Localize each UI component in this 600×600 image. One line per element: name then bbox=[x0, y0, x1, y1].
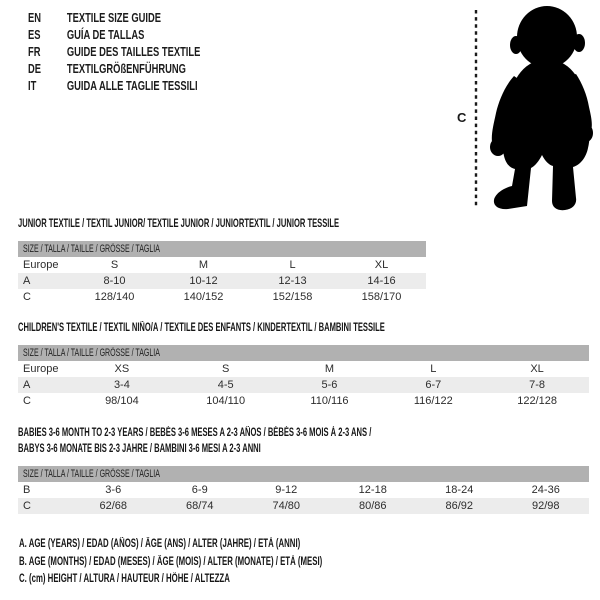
size-table bbox=[18, 466, 589, 514]
language-title: TEXTILGRÖßENFÜHRUNG bbox=[66, 61, 186, 76]
row-label: Europe bbox=[23, 259, 59, 271]
section-title-line: JUNIOR TEXTILE / TEXTIL JUNIOR/ TEXTILE JUNIOR / JUNIORTEXTIL / JUNIOR TESSILE bbox=[18, 218, 340, 230]
table-cell: 92/98 bbox=[531, 500, 560, 512]
table-body bbox=[18, 257, 426, 305]
language-title: GUIDA ALLE TAGLIE TESSILI bbox=[66, 78, 198, 93]
row-label: Europe bbox=[23, 363, 59, 375]
row-label: C bbox=[23, 291, 31, 303]
table-cell: S bbox=[110, 259, 119, 271]
baby-shape bbox=[490, 6, 593, 210]
table-cell: 122/128 bbox=[517, 395, 557, 407]
language-row bbox=[28, 26, 200, 43]
size-table bbox=[18, 345, 589, 409]
section-title-line: BABYS 3-6 MONATE BIS 2-3 JAHRE / BAMBINI 3-6 MESI A 2-3 ANNI bbox=[18, 443, 261, 455]
baby-legs bbox=[494, 116, 590, 210]
table-cell: 74/80 bbox=[272, 500, 301, 512]
section-title bbox=[18, 320, 395, 336]
footnote-line: C. (cm) HEIGHT / ALTURA / HAUTEUR / HÖHE / ALTEZZA bbox=[19, 573, 230, 585]
table-cell: 5-6 bbox=[321, 379, 338, 391]
footnotes bbox=[19, 536, 465, 589]
table-cell: XL bbox=[530, 363, 544, 375]
size-header-text: SIZE / TALLA / TAILLE / GRÖSSE / TAGLIA bbox=[23, 468, 160, 480]
table-cell: 8-10 bbox=[103, 275, 126, 287]
size-table bbox=[18, 241, 426, 305]
table-cell: 68/74 bbox=[185, 500, 214, 512]
size-header-bar bbox=[18, 241, 426, 257]
table-cell: 4-5 bbox=[217, 379, 234, 391]
section-title-line: BABIES 3-6 MONTH TO 2-3 YEARS / BEBÉS 3-6 MESES A 2-3 AÑOS / BÉBÉS 3-6 MOIS À 2-3 ANS / bbox=[18, 427, 372, 439]
size-header-bar bbox=[18, 345, 589, 361]
language-list bbox=[28, 9, 267, 94]
table-cell: 110/116 bbox=[310, 395, 349, 407]
table-cell: XS bbox=[114, 363, 130, 375]
row-label: B bbox=[23, 484, 31, 496]
table-cell: 24-36 bbox=[531, 484, 560, 496]
table-cell: M bbox=[198, 259, 209, 271]
table-cell: 10-12 bbox=[189, 275, 218, 287]
section-junior-textile bbox=[18, 216, 426, 305]
table-cell: L bbox=[430, 363, 437, 375]
baby-ear-right bbox=[573, 34, 585, 52]
table-cell: 3-6 bbox=[105, 484, 122, 496]
section-babies-textile bbox=[18, 425, 589, 514]
section-title bbox=[18, 216, 340, 232]
language-code: FR bbox=[28, 44, 41, 59]
language-code: ES bbox=[28, 27, 41, 42]
size-header-bar bbox=[18, 466, 589, 482]
table-cell: S bbox=[222, 363, 230, 375]
table-cell: 7-8 bbox=[529, 379, 546, 391]
table-row bbox=[18, 393, 589, 409]
table-cell: 18-24 bbox=[445, 484, 474, 496]
language-title: GUÍA DE TALLAS bbox=[66, 27, 145, 42]
table-body bbox=[18, 482, 589, 514]
table-row bbox=[18, 482, 589, 498]
table-cell: XL bbox=[374, 259, 389, 271]
size-header-text: SIZE / TALLA / TAILLE / GRÖSSE / TAGLIA bbox=[23, 347, 160, 359]
section-title bbox=[18, 425, 395, 457]
table-row bbox=[18, 273, 426, 289]
table-cell: 12-13 bbox=[278, 275, 307, 287]
language-code: IT bbox=[28, 78, 37, 93]
row-label: C bbox=[23, 395, 31, 407]
language-row bbox=[28, 43, 200, 60]
language-code: DE bbox=[28, 61, 42, 76]
table-cell: 140/152 bbox=[183, 291, 224, 303]
table-cell: 152/158 bbox=[272, 291, 313, 303]
table-cell: 9-12 bbox=[275, 484, 298, 496]
size-header-text: SIZE / TALLA / TAILLE / GRÖSSE / TAGLIA bbox=[23, 243, 160, 255]
table-cell: 104/110 bbox=[206, 395, 246, 407]
table-body bbox=[18, 361, 589, 409]
table-cell: M bbox=[324, 363, 335, 375]
table-cell: 128/140 bbox=[94, 291, 135, 303]
table-row bbox=[18, 377, 589, 393]
table-cell: 14-16 bbox=[367, 275, 396, 287]
table-cell: 6-7 bbox=[425, 379, 442, 391]
table-row bbox=[18, 257, 426, 273]
section-title-line: CHILDREN'S TEXTILE / TEXTIL NIÑO/A / TEXTILE DES ENFANTS / KINDERTEXTIL / BAMBINI TESSILE bbox=[18, 322, 385, 334]
table-row bbox=[18, 498, 589, 514]
baby-silhouette bbox=[448, 0, 600, 215]
row-label: C bbox=[23, 500, 31, 512]
table-cell: 3-4 bbox=[113, 379, 130, 391]
language-row bbox=[28, 60, 200, 77]
table-cell: 6-9 bbox=[191, 484, 208, 496]
section-childrens-textile bbox=[18, 320, 589, 409]
language-row bbox=[28, 9, 200, 26]
table-row bbox=[18, 361, 589, 377]
language-title: TEXTILE SIZE GUIDE bbox=[66, 10, 162, 25]
table-cell: L bbox=[289, 259, 296, 271]
language-row bbox=[28, 77, 200, 94]
table-cell: 86/92 bbox=[445, 500, 474, 512]
table-cell: 62/68 bbox=[99, 500, 128, 512]
table-row bbox=[18, 289, 426, 305]
table-cell: 80/86 bbox=[358, 500, 387, 512]
baby-ear-left bbox=[510, 36, 522, 54]
footnote-line: A. AGE (YEARS) / EDAD (AÑOS) / ÂGE (ANS) / ALTER (JAHRE) / ETÀ (ANNI) bbox=[19, 538, 301, 550]
height-measure-label: C bbox=[457, 110, 467, 125]
row-label: A bbox=[23, 379, 31, 391]
footnote-line: B. AGE (MONTHS) / EDAD (MESES) / ÂGE (MOIS) / ALTER (MONATE) / ETÀ (MESI) bbox=[19, 555, 323, 568]
language-code: EN bbox=[28, 10, 42, 25]
language-title: GUIDE DES TAILLES TEXTILE bbox=[66, 44, 201, 59]
table-cell: 158/170 bbox=[361, 291, 402, 303]
table-cell: 12-18 bbox=[358, 484, 387, 496]
figure-area bbox=[448, 0, 600, 215]
table-cell: 98/104 bbox=[105, 395, 139, 407]
table-cell: 116/122 bbox=[413, 395, 453, 407]
row-label: A bbox=[23, 275, 31, 287]
